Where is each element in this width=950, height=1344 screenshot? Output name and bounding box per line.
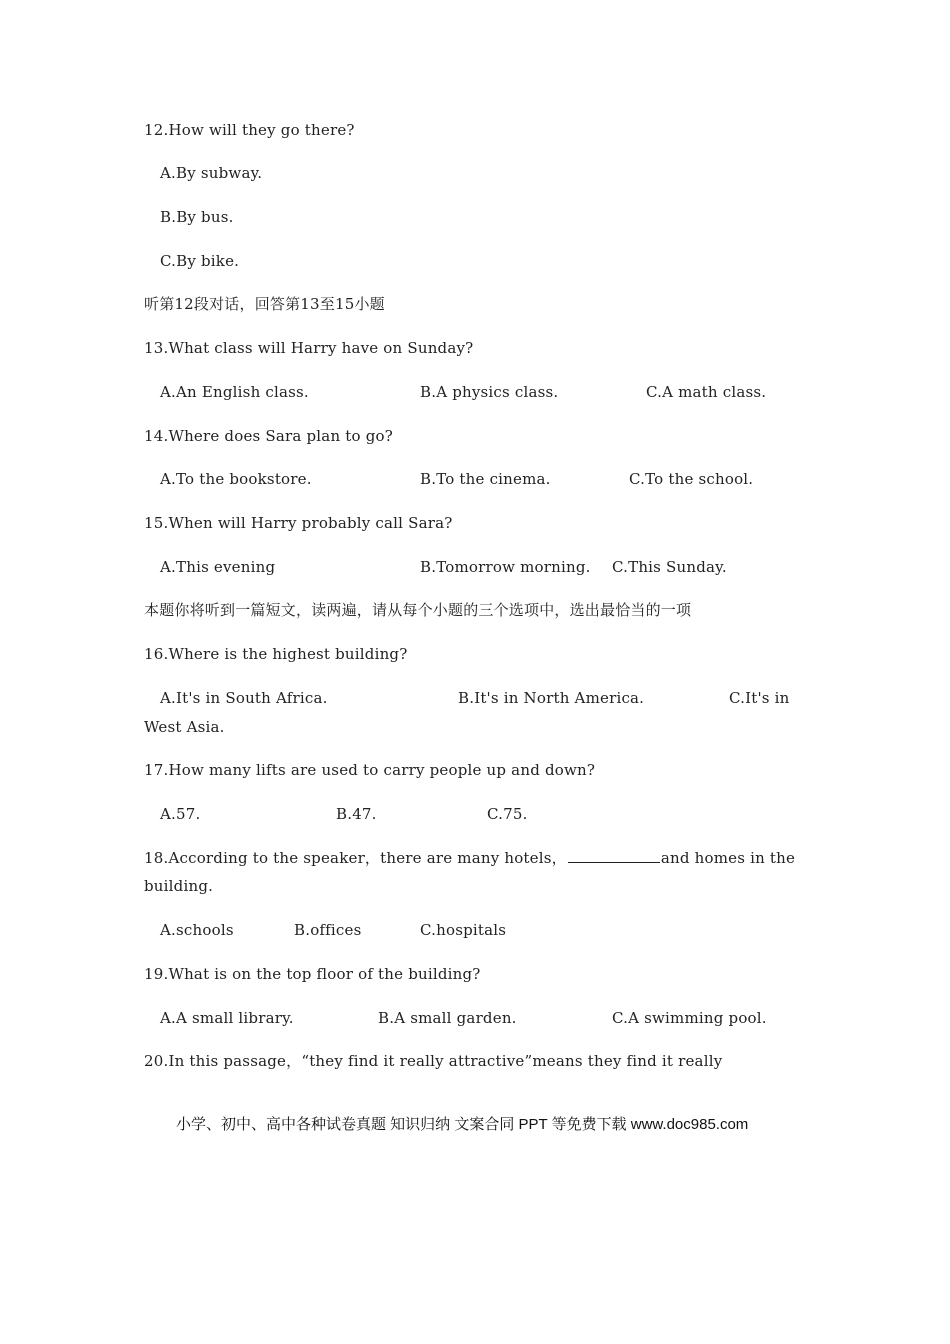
page-footer: 小学、初中、高中各种试卷真题 知识归纳 文案合同 PPT 等免费下载 www.doc985.com — [176, 1116, 749, 1133]
question-15-option-c: C.This Sunday. — [612, 558, 727, 576]
question-14-option-c: C.To the school. — [629, 470, 754, 488]
answer-blank — [568, 848, 660, 863]
question-16-stem: 16.Where is the highest building? — [144, 645, 408, 663]
question-12-option-a: A.By subway. — [160, 164, 263, 182]
question-16-option-c-continued: West Asia. — [144, 718, 225, 736]
question-18-option-a: A.schools — [160, 921, 234, 939]
question-19-option-b: B.A small garden. — [378, 1009, 517, 1027]
question-18-stem — [144, 848, 795, 868]
question-12-stem: 12.How will they go there? — [144, 121, 355, 139]
question-15-option-a: A.This evening — [160, 558, 276, 576]
question-12-option-b: B.By bus. — [160, 208, 234, 226]
question-14-stem: 14.Where does Sara plan to go? — [144, 427, 393, 445]
section-12-instruction: 听第12段对话，回答第13至15小题 — [144, 295, 385, 313]
question-14-option-b: B.To the cinema. — [420, 470, 551, 488]
question-18-option-c: C.hospitals — [420, 921, 507, 939]
question-15-option-b: B.Tomorrow morning. — [420, 558, 591, 576]
question-14-option-a: A.To the bookstore. — [160, 470, 312, 488]
question-13-option-c: C.A math class. — [646, 383, 767, 401]
passage-instruction: 本题你将听到一篇短文，读两遍，请从每个小题的三个选项中，选出最恰当的一项 — [144, 601, 692, 619]
question-15-stem: 15.When will Harry probably call Sara? — [144, 514, 453, 532]
question-18-stem-before: 18.According to the speaker，there are many hotels， — [144, 849, 567, 867]
question-18-stem-continued: building. — [144, 877, 214, 895]
question-19-stem: 19.What is on the top floor of the building? — [144, 965, 481, 983]
question-12-option-c: C.By bike. — [160, 252, 240, 270]
question-19-option-c: C.A swimming pool. — [612, 1009, 767, 1027]
question-17-option-c: C.75. — [487, 805, 528, 823]
question-18-option-b: B.offices — [294, 921, 362, 939]
question-18-stem-after: and homes in the — [660, 849, 796, 867]
question-13-option-a: A.An English class. — [160, 383, 309, 401]
question-17-option-b: B.47. — [336, 805, 377, 823]
question-20-stem: 20.In this passage，“they find it really attractive”means they find it really — [144, 1052, 723, 1070]
question-13-option-b: B.A physics class. — [420, 383, 559, 401]
question-19-option-a: A.A small library. — [160, 1009, 294, 1027]
question-17-stem: 17.How many lifts are used to carry people up and down? — [144, 761, 596, 779]
question-16-option-c: C.It's in — [729, 689, 790, 707]
question-16-option-a: A.It's in South Africa. — [160, 689, 328, 707]
question-13-stem: 13.What class will Harry have on Sunday? — [144, 339, 474, 357]
question-17-option-a: A.57. — [160, 805, 201, 823]
question-16-option-b: B.It's in North America. — [458, 689, 645, 707]
